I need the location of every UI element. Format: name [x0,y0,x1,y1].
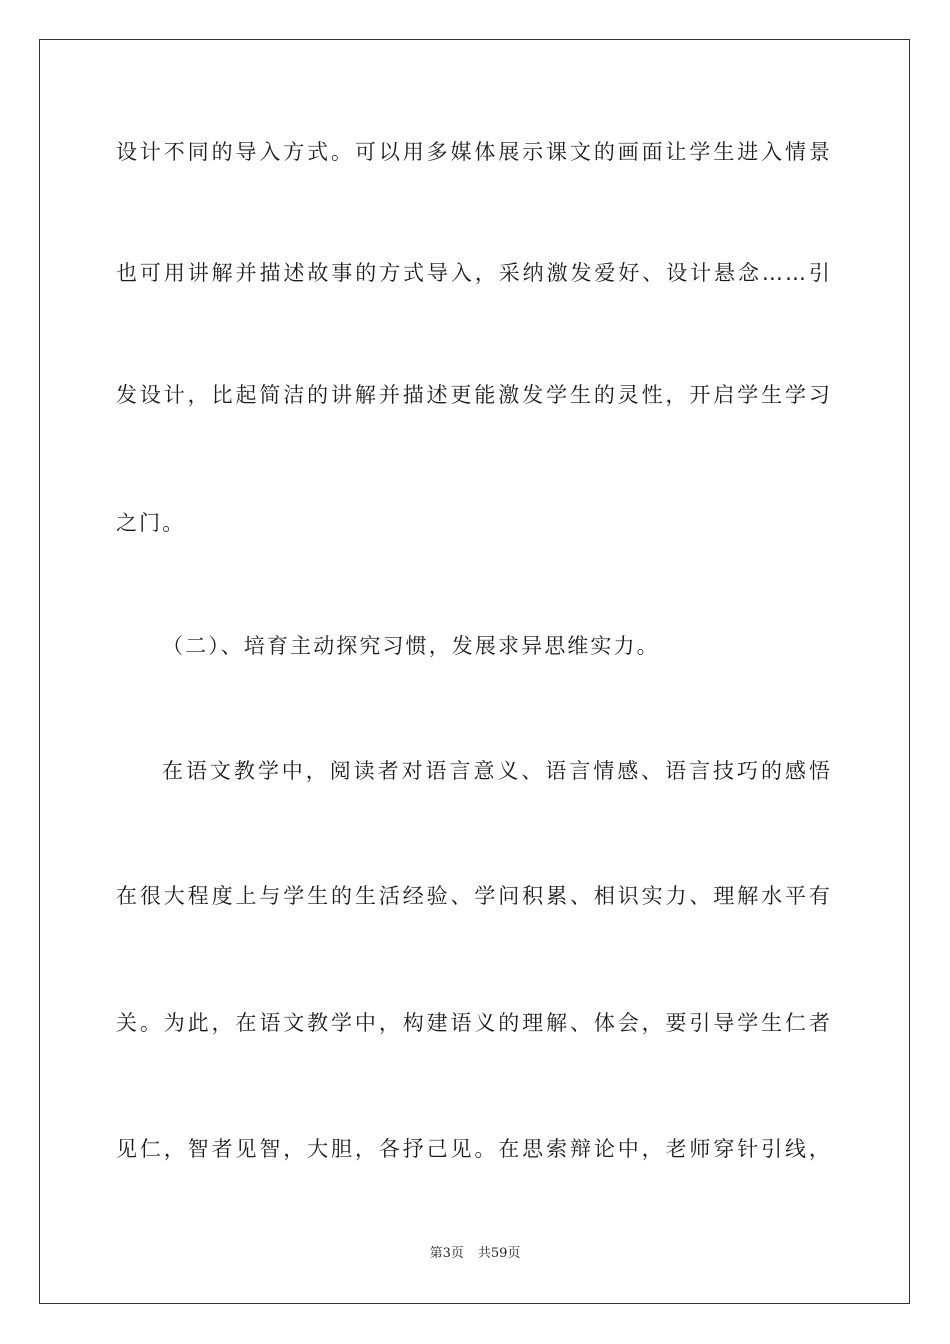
section-heading: （二）、培育主动探究习惯，发展求异思维实力。 [162,634,660,658]
body-line-2: 也可用讲解并描述故事的方式导入，采纳激发爱好、设计悬念……引 [116,261,832,285]
body-line-3: 发设计，比起简洁的讲解并描述更能激发学生的灵性，开启学生学习 [116,383,832,407]
body-line-6: 在语文教学中，阅读者对语言意义、语言情感、语言技巧的感悟 [162,759,832,783]
page-frame [39,39,910,1304]
body-line-4: 之门。 [116,511,186,535]
page-footer [0,1245,950,1263]
body-line-8: 关。为此，在语文教学中，构建语义的理解、体会，要引导学生仁者 [116,1011,832,1035]
body-line-1: 设计不同的导入方式。可以用多媒体展示课文的画面让学生进入情景 [116,140,832,164]
total-pages: 共59页 [477,1246,521,1261]
body-line-7: 在很大程度上与学生的生活经验、学问积累、相识实力、理解水平有 [116,884,832,908]
body-line-9: 见仁，智者见智，大胆，各抒己见。在思索辩论中，老师穿针引线， [116,1137,832,1161]
page-number: 第3页 [429,1246,464,1261]
